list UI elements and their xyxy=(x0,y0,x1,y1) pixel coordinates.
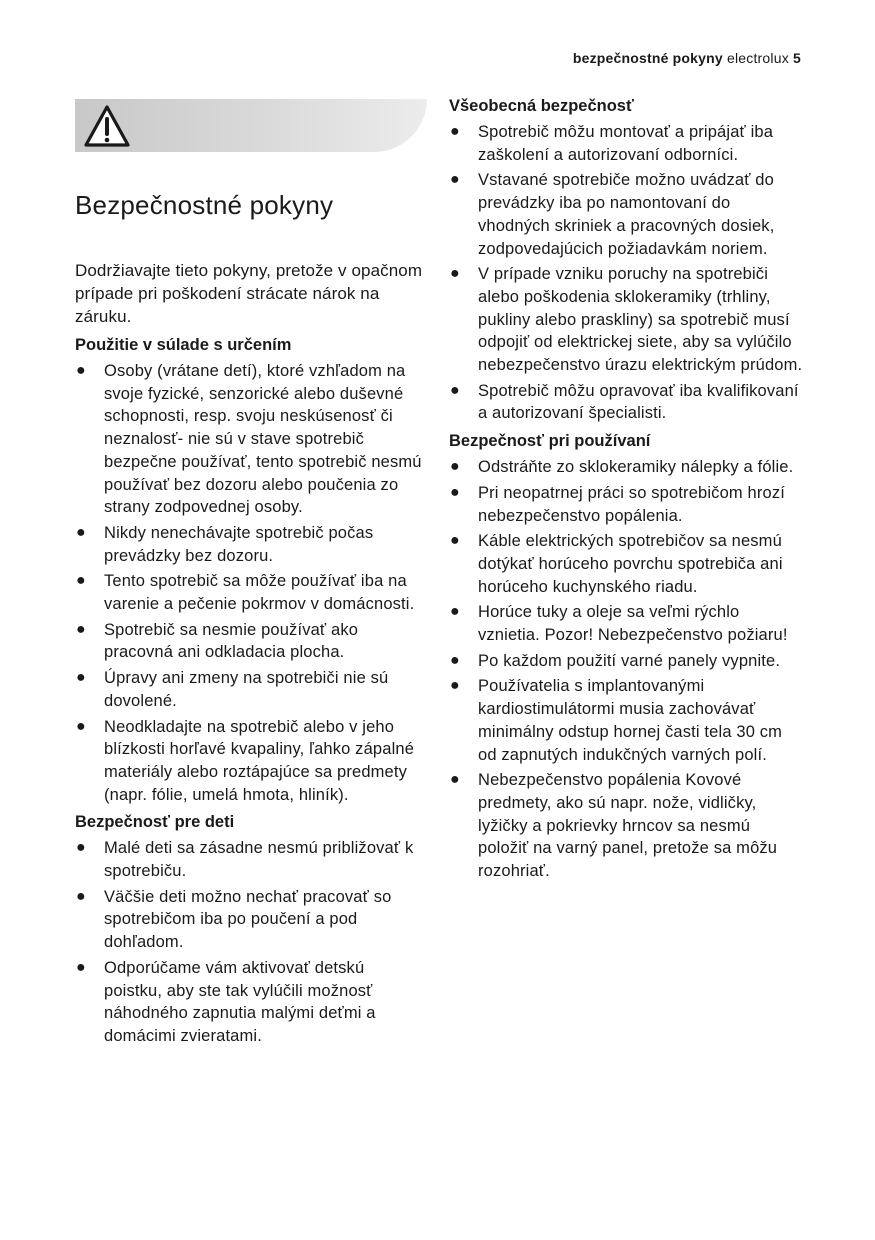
bullet-icon: ● xyxy=(450,677,460,695)
list-item: ● Horúce tuky a oleje sa veľmi rýchlo vznietia. Pozor! Nebezpečenstvo požiaru! xyxy=(450,603,788,645)
list-item: ● Spotrebič môžu montovať a pripájať iba zaškolení a autorizovaní odborníci. xyxy=(450,123,774,164)
bullet-icon: ● xyxy=(76,523,86,541)
bullet-icon: ● xyxy=(450,651,460,669)
warning-banner xyxy=(75,99,427,152)
bullet-icon: ● xyxy=(450,603,460,621)
running-header xyxy=(573,50,801,66)
list-item: ● Tento spotrebič sa môže používať iba na varenie a pečenie pokrmov v domácnosti. xyxy=(76,572,415,614)
bullet-icon: ● xyxy=(450,532,460,550)
bullet-icon: ● xyxy=(76,887,86,905)
list-item: ● Nebezpečenstvo popálenia Kovové predmety, ako sú napr. nože, vidličky, lyžičky a pokrievky hrncov sa nesmú položiť na varný panel, pretože sa môžu rozohriať. xyxy=(450,771,778,881)
bullet-icon: ● xyxy=(76,620,86,638)
bullet-icon: ● xyxy=(76,958,86,976)
header-brand: electrolux xyxy=(726,50,789,66)
left-column xyxy=(75,259,427,1053)
warning-triangle-icon xyxy=(82,103,132,149)
intro-text: Dodržiavajte tieto pokyny, pretože v opačnom prípade pri poškodení strácate nárok na záruku. xyxy=(75,261,423,326)
bullet-icon: ● xyxy=(450,458,460,476)
section-heading-child-safety: Bezpečnosť pre deti xyxy=(75,813,235,832)
list-item: ● Úpravy ani zmeny na spotrebiči nie sú dovolené. xyxy=(76,669,389,710)
list-item: ● V prípade vzniku poruchy na spotrebiči alebo poškodenia sklokeramiky (trhliny, pukliny alebo praskliny) sa spotrebič musí odpojiť od elektrickej siete, aby sa vylúčilo nebezpečenstvo úrazu elektrickým prúdom. xyxy=(450,265,803,375)
bullet-icon: ● xyxy=(450,483,460,501)
bullet-icon: ● xyxy=(76,572,86,590)
bullet-icon: ● xyxy=(76,362,86,379)
section-heading-safety-during-use: Bezpečnosť pri používaní xyxy=(449,432,651,451)
list-item: ● Odporúčame vám aktivovať detskú poistku, aby ste tak vylúčili možnosť náhodného zapnutia malými deťmi a domácimi zvieratami. xyxy=(76,958,376,1045)
bullet-icon: ● xyxy=(76,669,86,687)
bullet-icon: ● xyxy=(76,717,86,735)
list-item: ● Malé deti sa zásadne nesmú približovať k spotrebiču. xyxy=(76,839,414,881)
bullet-icon: ● xyxy=(450,381,460,399)
general-safety-list xyxy=(449,121,805,425)
list-item: ● Pri neopatrnej práci so spotrebičom hrozí nebezpečenstvo popálenia. xyxy=(450,483,785,525)
bullet-icon: ● xyxy=(450,265,460,283)
list-item: ● Odstráňte zo sklokeramiky nálepky a fólie. xyxy=(449,456,805,479)
bullet-icon: ● xyxy=(450,771,460,789)
list-item: ● Nikdy nenechávajte spotrebič počas prevádzky bez dozoru. xyxy=(76,523,374,565)
list-item: ● Väčšie deti možno nechať pracovať so spotrebičom iba po poučení a pod dohľadom. xyxy=(76,887,392,952)
header-section-title: bezpečnostné pokyny xyxy=(572,50,723,66)
list-item: ● Po každom použití varné panely vypnite. xyxy=(449,650,805,673)
right-column xyxy=(449,95,805,888)
section-heading-intended-use: Použitie v súlade s určením xyxy=(75,336,292,354)
list-item: ● Káble elektrických spotrebičov sa nesmú dotýkať horúceho povrchu spotrebiča ani horúceho kuchynského riadu. xyxy=(450,532,783,596)
intended-use-list xyxy=(75,360,427,806)
bullet-icon: ● xyxy=(450,171,460,189)
list-item: ● Používatelia s implantovanými kardiostimulátormi musia zachovávať minimálny odstup hornej časti tela 30 cm od zapnutých indukčných varných polí. xyxy=(450,677,783,764)
list-item: ● Vstavané spotrebiče možno uvádzať do prevádzky iba po namontovaní do vhodných skriniek a pracovných dosiek, zodpovedajúcich požiadavkám noriem. xyxy=(450,171,775,258)
child-safety-list xyxy=(75,837,427,1047)
page-title: Bezpečnostné pokyny xyxy=(75,190,334,220)
bullet-icon: ● xyxy=(450,123,460,140)
bullet-icon: ● xyxy=(76,839,86,857)
list-item: ● Spotrebič môžu opravovať iba kvalifikovaní a autorizovaní špecialisti. xyxy=(450,381,799,423)
safety-during-use-list xyxy=(449,456,805,883)
list-item: ● Neodkladajte na spotrebič alebo v jeho blízkosti horľavé kvapaliny, ľahko zápalné materiály alebo roztápajúce sa predmety (napr. fólie, umelá hmota, hliník). xyxy=(76,717,415,804)
list-item: ● Osoby (vrátane detí), ktoré vzhľadom na svoje fyzické, senzorické alebo duševné schopnosti, resp. svoju neskúsenosť či neznalosť- nie sú v stave spotrebič bezpečne používať, tento spotrebič nesmú používať bez dozoru alebo poučenia zo strany zodpovednej osoby. xyxy=(76,362,422,517)
list-item: ● Spotrebič sa nesmie používať ako pracovná ani odkladacia plocha. xyxy=(76,620,359,662)
section-heading-general-safety: Všeobecná bezpečnosť xyxy=(449,97,634,115)
page-number: 5 xyxy=(793,50,801,66)
